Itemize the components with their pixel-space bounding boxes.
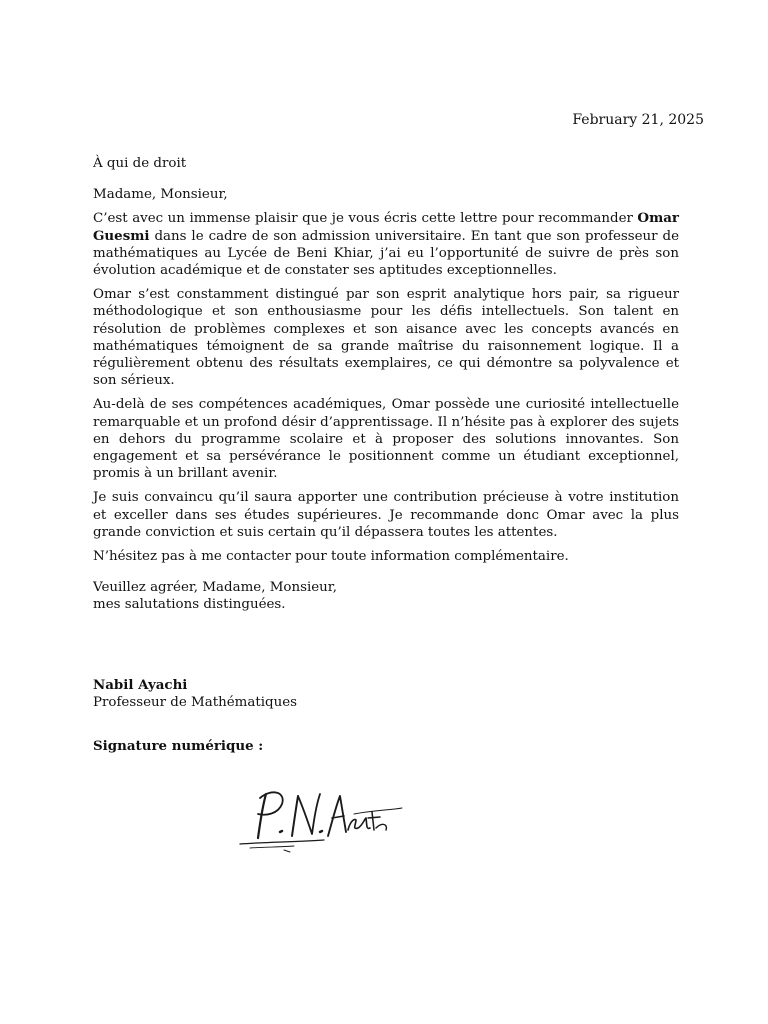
- handwritten-signature-image: [236, 784, 406, 856]
- signer-name: Nabil Ayachi: [93, 677, 188, 693]
- paragraph-2: Omar s’est constamment distingué par son esprit analytique hors pair, sa rigueur méthodologique et son enthousiasme pour les défis intellectuels. Son talent en résolution de problèmes complexes et son aisance avec les concepts avancés en mathématiques témoignent de sa grande maîtrise du raisonnement logique. Il a régulièrement obtenu des résultats exemplaires, ce qui démontre sa polyvalence et son sérieux.: [93, 287, 679, 389]
- paragraph-4: Je suis convaincu qu’il saura apporter une contribution précieuse à votre institution et exceller dans ses études supérieures. Je recommande donc Omar avec la plus grande conviction et suis certain qu’il dépassera toutes les attentes.: [93, 490, 679, 540]
- closing-line-2: mes salutations distinguées.: [93, 597, 286, 613]
- closing-line-1: Veuillez agréer, Madame, Monsieur,: [93, 580, 337, 596]
- salutation: Madame, Monsieur,: [93, 187, 228, 203]
- signature-label: Signature numérique :: [93, 738, 264, 754]
- letter-date: February 21, 2025: [572, 112, 704, 128]
- student-name: Omar Guesmi: [93, 210, 679, 244]
- paragraph-1: [93, 210, 679, 279]
- paragraph-5: N’hésitez pas à me contacter pour toute information complémentaire.: [93, 549, 569, 565]
- signer-title: Professeur de Mathématiques: [93, 695, 298, 711]
- paragraph-3: Au-delà de ses compétences académiques, Omar possède une curiosité intellectuelle remarquable et un profond désir d’apprentissage. Il n’hésite pas à explorer des sujets en dehors du programme scolaire et à proposer des solutions innovantes. Son engagement et sa persévérance le positionnent comme un étudiant exceptionnel, promis à un brillant avenir.: [93, 397, 679, 482]
- greeting: À qui de droit: [93, 156, 187, 171]
- letter-body: [93, 155, 679, 614]
- closing: [93, 579, 679, 613]
- paragraph-1-rest: dans le cadre de son admission universitaire. En tant que son professeur de mathématiques au Lycée de Beni Khiar, j’ai eu l’opportunité de suivre de près son évolution académique et de constater ses aptitudes exceptionnelles.: [93, 228, 679, 279]
- paragraph-1-intro: C’est avec un immense plaisir que je vous écris cette lettre pour recommander: [93, 211, 638, 227]
- signer-block: [93, 677, 297, 711]
